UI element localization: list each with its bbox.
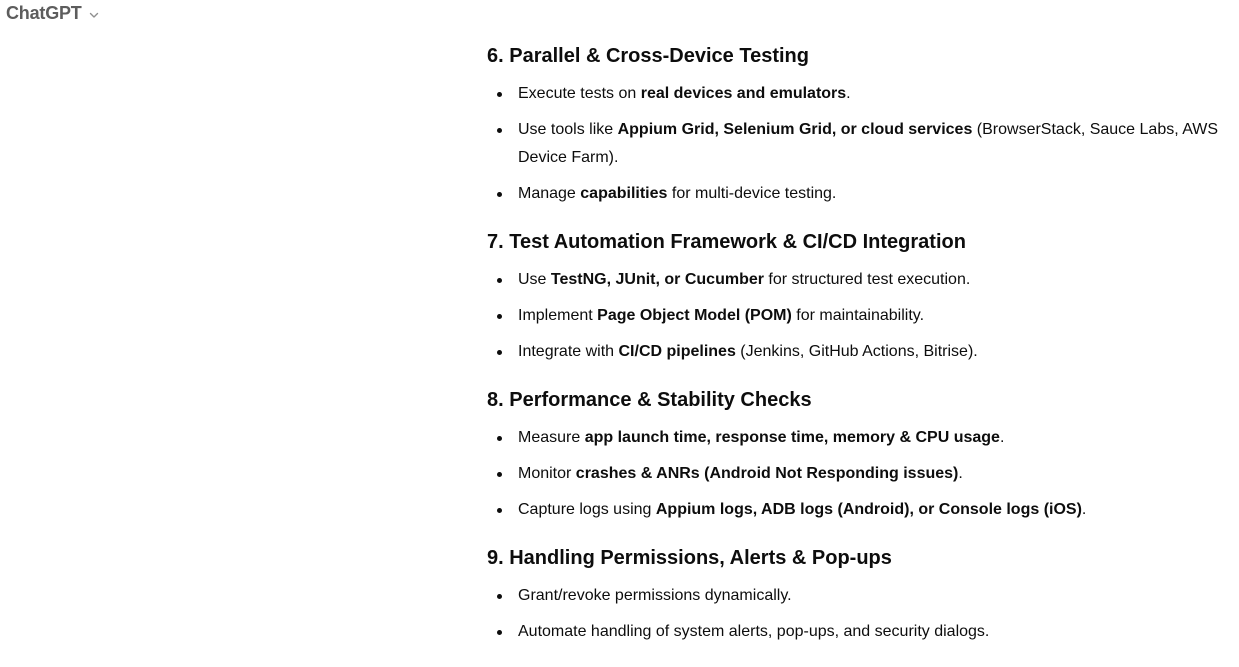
text-run: . [1081, 501, 1087, 518]
answer-section [487, 384, 1227, 524]
bullet-list [487, 266, 1227, 366]
answer-section [487, 542, 1227, 646]
list-item [487, 180, 1227, 208]
list-item [487, 80, 1227, 108]
bold-text: TestNG, JUnit, or Cucumber [550, 271, 764, 288]
text-run: for maintainability. [791, 307, 925, 324]
assistant-message [487, 40, 1227, 646]
section-heading: 8. Performance & Stability Checks [487, 389, 812, 411]
list-item [487, 582, 1227, 610]
list-item [487, 618, 1227, 646]
bold-text: crashes & ANRs (Android Not Responding issues) [575, 465, 959, 482]
bullet-list [487, 582, 1227, 646]
bullet-list [487, 424, 1227, 524]
text-run: Automate handling of system alerts, pop-ups, and security dialogs. [518, 623, 990, 640]
text-run: . [846, 85, 851, 102]
bold-text: Appium Grid, Selenium Grid, or cloud services [617, 121, 973, 138]
list-item [487, 496, 1227, 524]
bold-text: Page Object Model (POM) [597, 307, 792, 324]
text-run: Grant/revoke permissions dynamically. [518, 587, 792, 604]
list-item [487, 338, 1227, 366]
text-run: Implement [518, 307, 598, 324]
text-run: for structured test execution. [763, 271, 971, 288]
answer-section [487, 40, 1227, 208]
text-run: Use [518, 271, 551, 288]
section-spacer [487, 524, 1227, 542]
bold-text: real devices and emulators [640, 85, 847, 102]
bullet-list [487, 80, 1227, 208]
text-run: Capture logs using [518, 501, 656, 518]
list-item [487, 266, 1227, 294]
bold-text: app launch time, response time, memory & CPU usage [584, 429, 1000, 446]
bold-text: Appium logs, ADB logs (Android), or Console logs (iOS) [655, 501, 1082, 518]
bold-text: CI/CD pipelines [618, 343, 736, 360]
text-run: Monitor [518, 465, 576, 482]
model-selector[interactable] [6, 3, 100, 24]
section-heading: 7. Test Automation Framework & CI/CD Integration [487, 231, 966, 253]
bold-text: capabilities [580, 185, 668, 202]
text-run: Execute tests on [518, 85, 641, 102]
section-spacer [487, 208, 1227, 226]
text-run: Use tools like [518, 121, 618, 138]
text-run: Integrate with [518, 343, 619, 360]
answer-section [487, 226, 1227, 366]
text-run: for multi-device testing. [667, 185, 837, 202]
list-item [487, 116, 1227, 172]
list-item [487, 460, 1227, 488]
text-run: Measure [518, 429, 585, 446]
section-heading: 9. Handling Permissions, Alerts & Pop-ups [487, 547, 892, 569]
section-heading: 6. Parallel & Cross-Device Testing [487, 45, 809, 67]
list-item [487, 302, 1227, 330]
section-spacer [487, 366, 1227, 384]
text-run: . [958, 465, 963, 482]
text-run: (Jenkins, GitHub Actions, Bitrise). [735, 343, 978, 360]
app-title: ChatGPT [6, 3, 82, 23]
list-item [487, 424, 1227, 452]
text-run: Manage [518, 185, 581, 202]
text-run: . [999, 429, 1005, 446]
chevron-down-icon [88, 9, 100, 21]
text-run: (BrowserStack, Sauce Labs, AWS Device Farm). [518, 121, 1219, 166]
